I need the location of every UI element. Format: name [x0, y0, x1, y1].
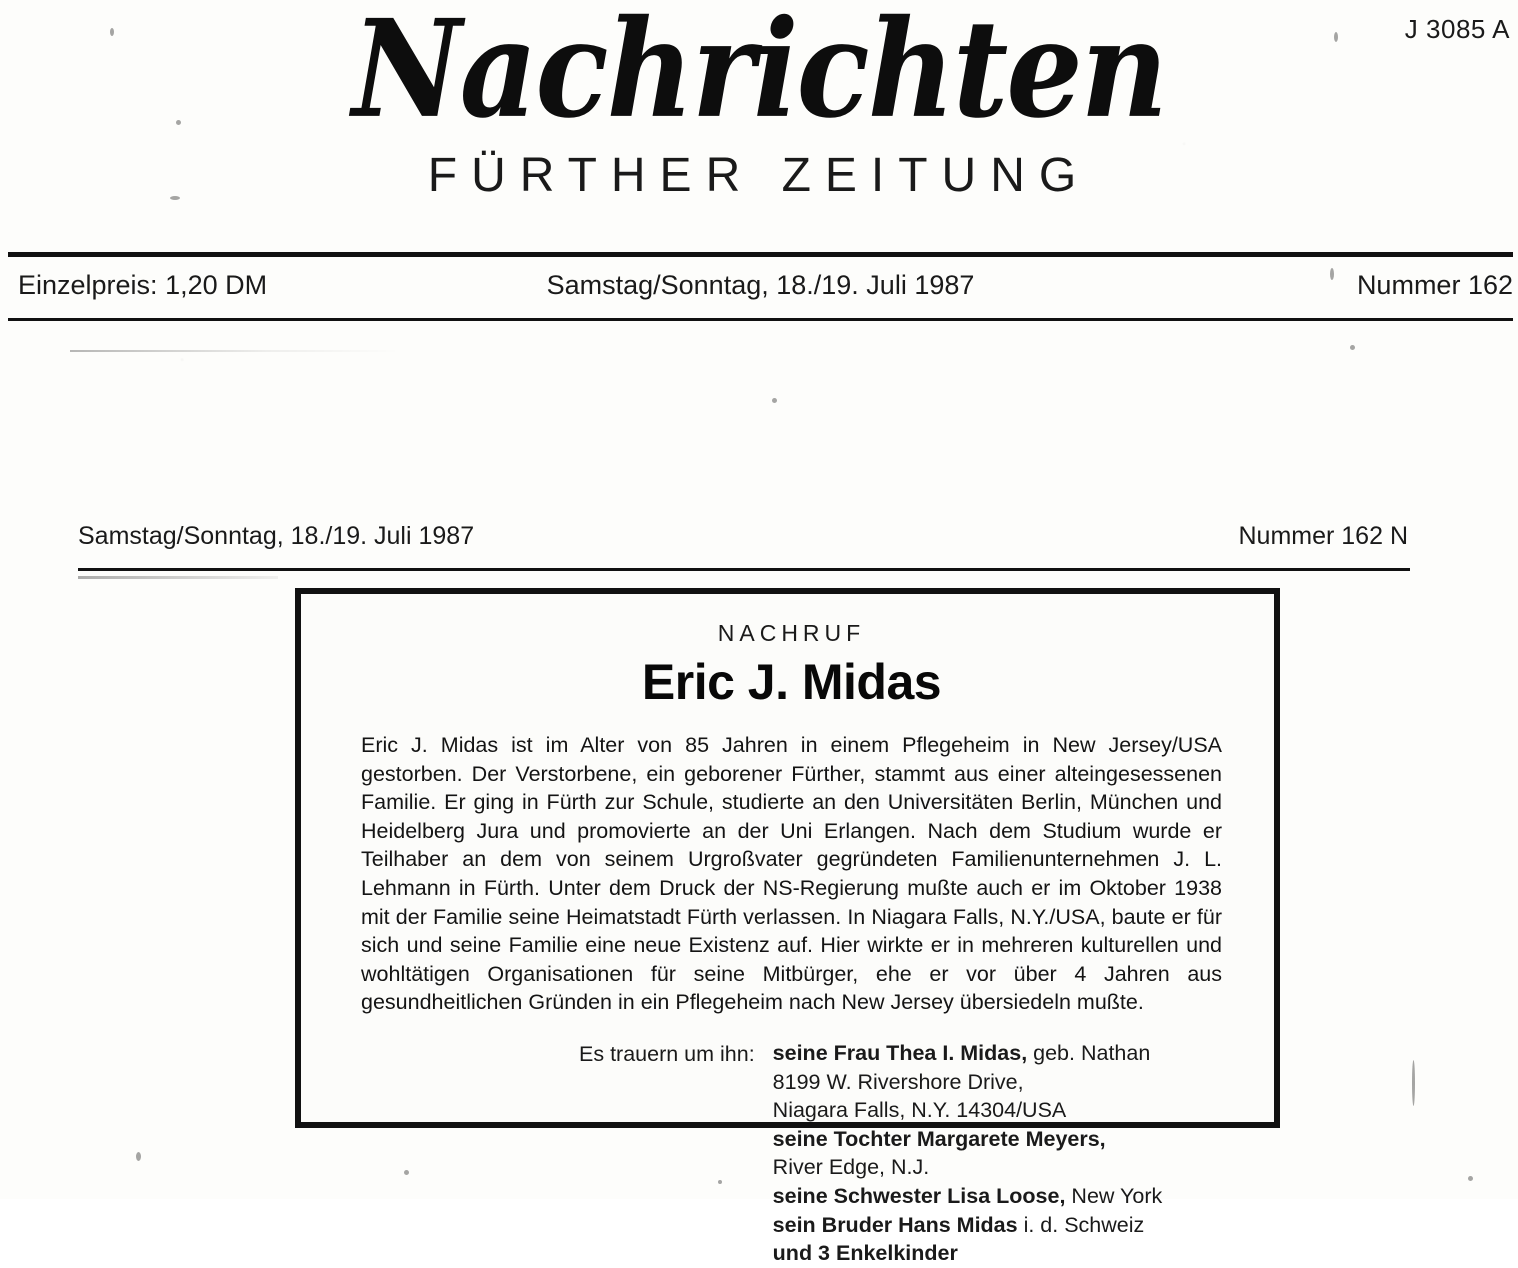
mourner-detail: geb. Nathan [1027, 1040, 1151, 1065]
scan-speck [1412, 1060, 1415, 1106]
mourner-detail: 8199 W. Rivershore Drive, [772, 1069, 1024, 1094]
mourner-detail: New York [1065, 1183, 1163, 1208]
mourner-line [773, 1125, 1163, 1154]
mourners-list [773, 1039, 1163, 1268]
page-header-rule [78, 568, 1410, 571]
issue-price: Einzelpreis: 1,20 DM [18, 270, 268, 300]
scan-speck [718, 1180, 722, 1184]
issue-number: Nummer 162 [1356, 270, 1513, 300]
scan-speck [1334, 32, 1338, 42]
mourner-line [773, 1239, 1163, 1268]
mourners-label: Es trauern um ihn: [579, 1041, 755, 1066]
mourners-block [361, 1039, 1222, 1268]
mourner-name: und 3 Enkelkinder [772, 1241, 958, 1266]
scan-speck [1330, 268, 1334, 280]
scan-speck [1468, 1176, 1473, 1181]
masthead-bottom-rule [8, 318, 1513, 321]
masthead-top-rule [8, 252, 1513, 257]
mourner-detail: River Edge, N.J. [772, 1155, 930, 1180]
scan-smudge-header [78, 576, 278, 579]
mourner-detail: Niagara Falls, N.Y. 14304/USA [772, 1098, 1067, 1123]
masthead [0, 0, 1518, 240]
info-bar [8, 268, 1513, 314]
mourner-name: sein Bruder Hans Midas [772, 1212, 1018, 1237]
mourner-line [773, 1211, 1163, 1240]
mourner-name: seine Tochter Margarete Meyers, [772, 1126, 1106, 1151]
mourner-line [773, 1096, 1163, 1125]
scan-speck [136, 1152, 141, 1161]
scan-speck [404, 1170, 409, 1175]
scan-speck [1350, 345, 1355, 350]
scan-speck [772, 398, 777, 403]
mourner-line [773, 1068, 1163, 1097]
mourner-detail: i. d. Schweiz [1017, 1212, 1145, 1237]
scan-speck [170, 196, 180, 200]
scan-speck [176, 120, 181, 125]
mourner-line [773, 1039, 1163, 1068]
postal-code-label: J 3085 A [1404, 14, 1510, 44]
scan-smudge-top [70, 350, 400, 352]
obituary-kicker: NACHRUF [717, 620, 866, 646]
newspaper-title: Nachrichten [352, 0, 1166, 149]
scan-speck [110, 28, 114, 36]
page-header-date: Samstag/Sonntag, 18./19. Juli 1987 [78, 522, 475, 550]
mourner-name: seine Frau Thea I. Midas, [772, 1040, 1028, 1065]
mourner-name: seine Schwester Lisa Loose, [772, 1183, 1066, 1208]
obituary-body-text: Eric J. Midas ist im Alter von 85 Jahren in einem Pflegeheim in New Jersey/USA gestorben. Der Verstorbene, ein geborener Fürther, stammt aus einer alteingesessenen Familie. Er ging in Fürth zur Schule, studierte an den Universitäten Berlin, München und Heidelberg Jura und promovierte an der Uni Erlangen. Nach dem Studium wurde er Teilhaber an dem von seinem Urgroßvater gegründeten Familienunternehmen J. L. Lehmann in Fürth. Unter dem Druck der NS-Regierung mußte auch er im Oktober 1938 mit der Familie seine Heimatstadt Fürth verlassen. In Niagara Falls, N.Y./USA, baute er für sich und seine Familie eine neue Existenz auf. Hier wirkte er in mehreren kulturellen und wohltätigen Organisationen für seine Mitbürger, ehe er vor über 4 Jahren aus gesundheitlichen Gründen in ein Pflegeheim nach New Jersey übersiedeln mußte. [361, 733, 1222, 1015]
mourner-line [773, 1182, 1163, 1211]
obituary-name: Eric J. Midas [641, 654, 942, 710]
obituary-notice [295, 588, 1280, 1266]
newspaper-subtitle: FÜRTHER ZEITUNG [427, 149, 1091, 202]
page-header-number: Nummer 162 N [1238, 522, 1408, 550]
issue-date: Samstag/Sonntag, 18./19. Juli 1987 [546, 270, 975, 300]
mourner-line [773, 1153, 1163, 1182]
